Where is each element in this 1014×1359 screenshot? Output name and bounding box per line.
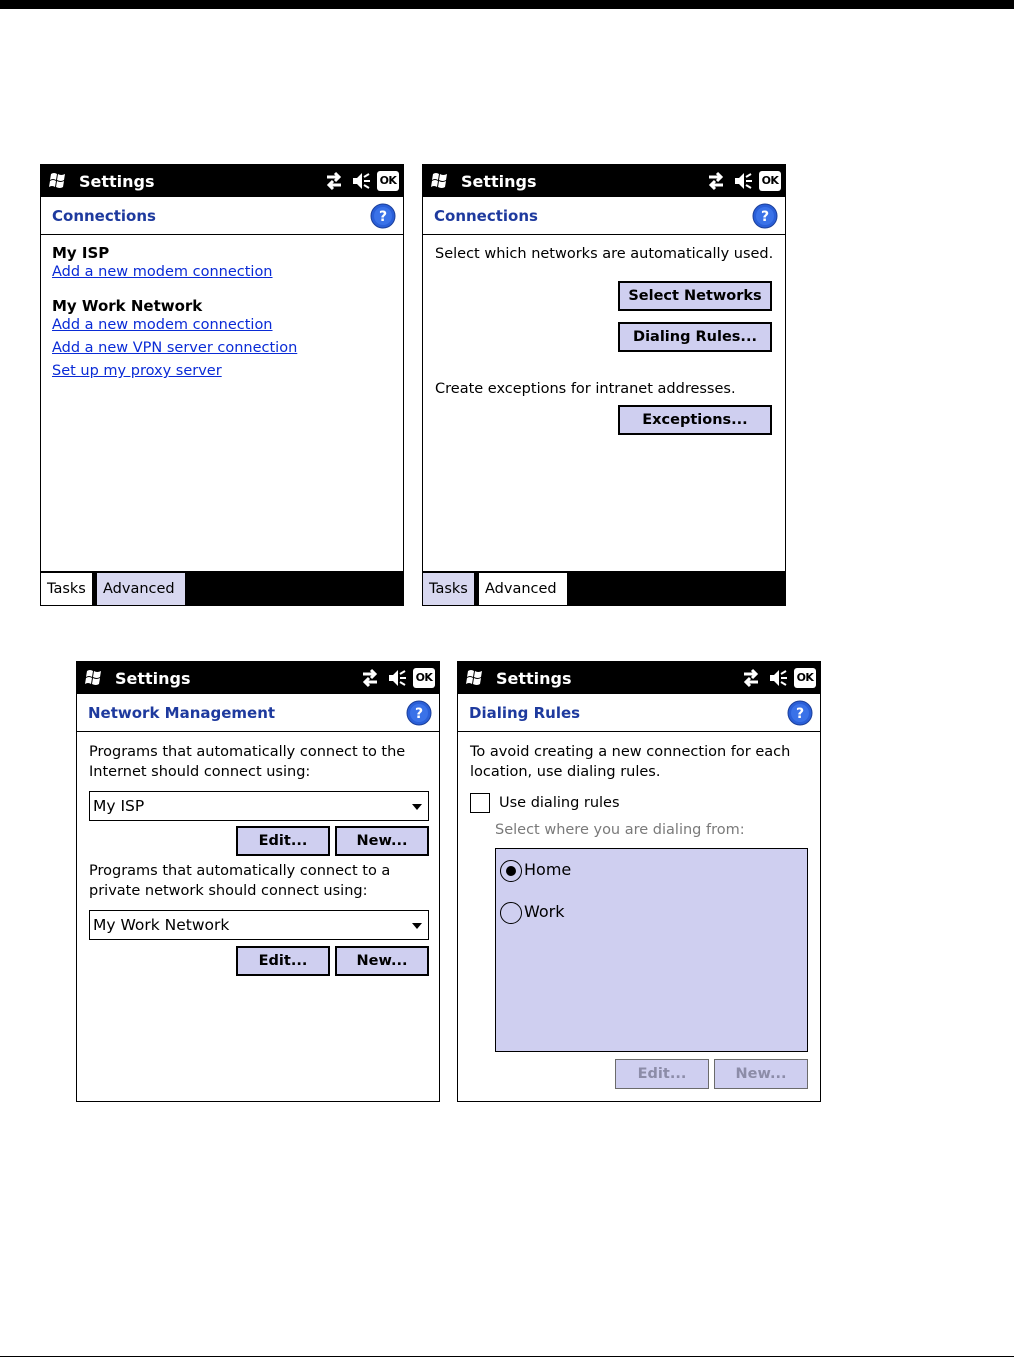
tab-advanced[interactable]: Advanced [97, 573, 185, 605]
ok-button[interactable]: OK [413, 668, 435, 688]
radio-home[interactable] [500, 860, 522, 882]
radio-work-label[interactable]: Work [524, 902, 565, 921]
window-title: Settings [115, 669, 191, 688]
edit-private-button[interactable]: Edit... [236, 946, 330, 976]
dialing-rules-button[interactable]: Dialing Rules... [618, 322, 772, 352]
new-private-button[interactable]: New... [335, 946, 429, 976]
title-bar [41, 165, 403, 197]
networks-description: Select which networks are automatically used. [435, 246, 774, 262]
title-bar [458, 662, 820, 694]
window-title: Settings [496, 669, 572, 688]
exceptions-button[interactable]: Exceptions... [618, 405, 772, 435]
edit-internet-button[interactable]: Edit... [236, 826, 330, 856]
link-proxy-server[interactable]: Set up my proxy server [52, 363, 222, 379]
page-header [41, 197, 403, 235]
radio-work[interactable] [500, 902, 522, 924]
connectivity-icon[interactable] [359, 668, 381, 688]
chevron-down-icon [412, 804, 422, 810]
edit-location-button[interactable]: Edit... [615, 1059, 709, 1089]
page-title: Connections [52, 207, 156, 225]
svg-text:?: ? [795, 706, 805, 722]
help-icon[interactable] [370, 203, 396, 229]
help-icon[interactable] [752, 203, 778, 229]
screen-connections-tasks [40, 164, 404, 606]
new-location-button[interactable]: New... [714, 1059, 808, 1089]
svg-text:?: ? [760, 209, 770, 225]
internet-connection-select[interactable] [89, 791, 429, 821]
windows-start-icon[interactable] [429, 171, 451, 191]
title-bar [77, 662, 439, 694]
dialing-description-line1: To avoid creating a new connection for each [470, 744, 791, 760]
location-list[interactable] [495, 848, 808, 1052]
private-description-line2: private network should connect using: [89, 883, 368, 899]
bottom-rule [0, 1356, 1014, 1357]
screen-connections-advanced [422, 164, 786, 606]
internet-connection-value: My ISP [93, 797, 145, 815]
page-title: Connections [434, 207, 538, 225]
ok-button[interactable]: OK [794, 668, 816, 688]
tab-bar [423, 571, 785, 605]
speaker-muted-icon[interactable] [387, 668, 407, 688]
private-connection-value: My Work Network [93, 916, 230, 934]
link-add-modem-work[interactable]: Add a new modem connection [52, 317, 273, 333]
link-add-vpn[interactable]: Add a new VPN server connection [52, 340, 298, 356]
tab-bar [41, 571, 403, 605]
speaker-muted-icon[interactable] [768, 668, 788, 688]
top-rule [0, 0, 1014, 9]
section-heading-my-isp: My ISP [52, 244, 110, 262]
page-header [423, 197, 785, 235]
svg-text:?: ? [414, 706, 424, 722]
connectivity-icon[interactable] [740, 668, 762, 688]
help-icon[interactable] [787, 700, 813, 726]
exceptions-description: Create exceptions for intranet addresses. [435, 381, 736, 397]
page-header [77, 694, 439, 732]
window-title: Settings [79, 172, 155, 191]
screen-network-management [76, 661, 440, 1102]
internet-description-line1: Programs that automatically connect to the [89, 744, 406, 760]
windows-start-icon[interactable] [464, 668, 486, 688]
tab-tasks[interactable]: Tasks [41, 573, 92, 605]
internet-description-line2: Internet should connect using: [89, 764, 311, 780]
chevron-down-icon [412, 923, 422, 929]
page-title: Network Management [88, 704, 276, 722]
radio-home-label[interactable]: Home [524, 860, 572, 879]
connectivity-icon[interactable] [323, 171, 345, 191]
select-networks-button[interactable]: Select Networks [618, 281, 772, 311]
speaker-muted-icon[interactable] [351, 171, 371, 191]
dialing-from-label: Select where you are dialing from: [495, 822, 745, 838]
windows-start-icon[interactable] [83, 668, 105, 688]
use-dialing-rules-checkbox[interactable] [470, 793, 490, 813]
windows-start-icon[interactable] [47, 171, 69, 191]
section-heading-my-work-network: My Work Network [52, 297, 203, 315]
svg-text:?: ? [378, 209, 388, 225]
page-title: Dialing Rules [469, 704, 581, 722]
connectivity-icon[interactable] [705, 171, 727, 191]
screen-dialing-rules [457, 661, 821, 1102]
speaker-muted-icon[interactable] [733, 171, 753, 191]
dialing-description-line2: location, use dialing rules. [470, 764, 661, 780]
help-icon[interactable] [406, 700, 432, 726]
tab-advanced[interactable]: Advanced [479, 573, 567, 605]
ok-button[interactable]: OK [377, 171, 399, 191]
ok-button[interactable]: OK [759, 171, 781, 191]
new-internet-button[interactable]: New... [335, 826, 429, 856]
window-title: Settings [461, 172, 537, 191]
title-bar [423, 165, 785, 197]
page-header [458, 694, 820, 732]
private-connection-select[interactable] [89, 910, 429, 940]
tab-tasks[interactable]: Tasks [423, 573, 474, 605]
private-description-line1: Programs that automatically connect to a [89, 863, 391, 879]
link-add-modem-isp[interactable]: Add a new modem connection [52, 264, 273, 280]
use-dialing-rules-label[interactable]: Use dialing rules [499, 795, 620, 811]
